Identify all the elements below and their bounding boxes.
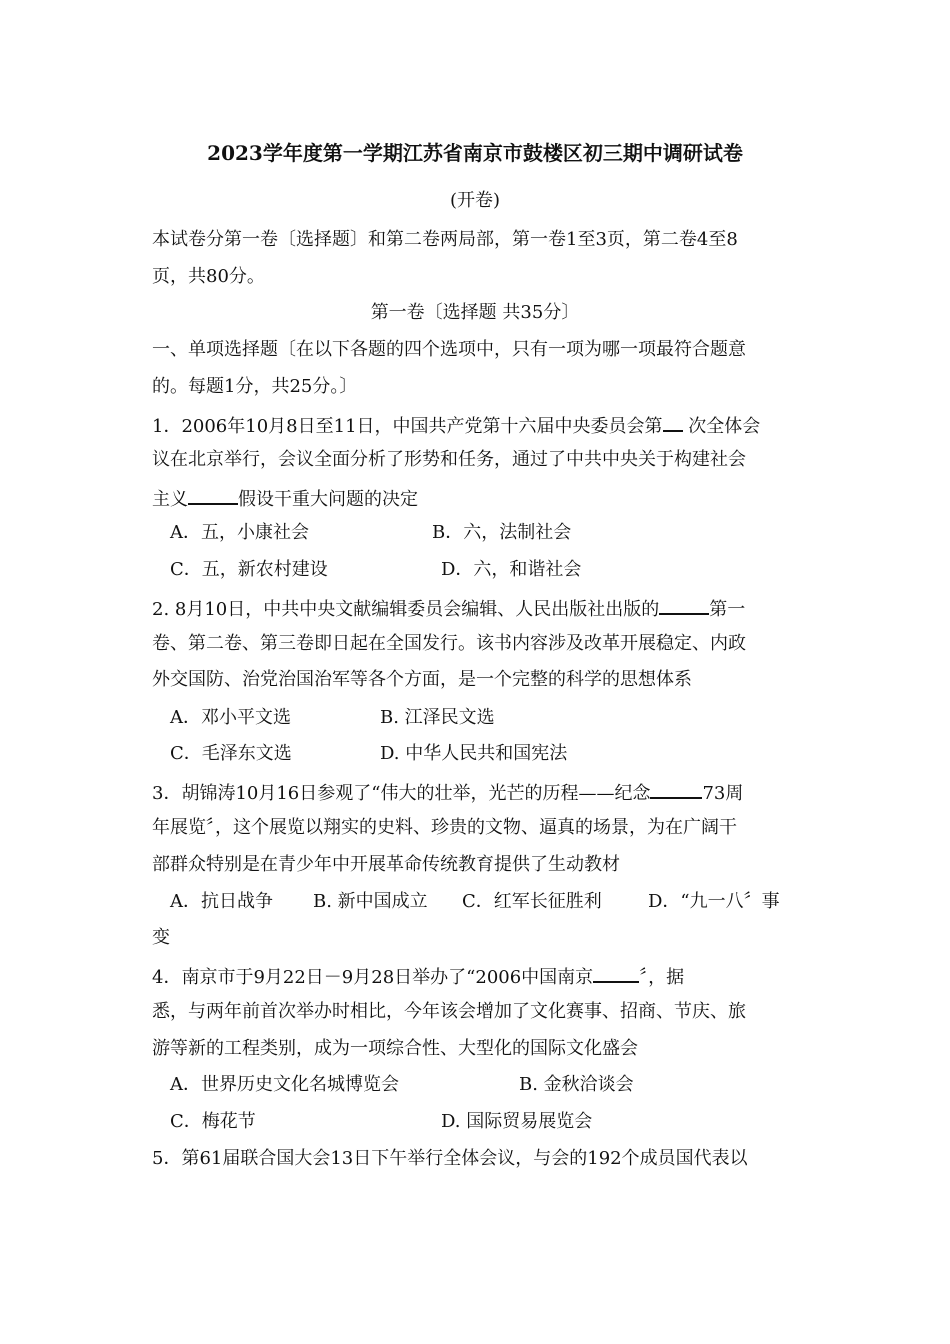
question-2-option-a: A．邓小平文选 [170,707,291,728]
question-1-option-c: C．五，新农村建设 [170,559,328,580]
question-2-option-b: B. 江泽民文选 [380,707,495,728]
question-3-line-2: 年展览〞，这个展览以翔实的史料、珍贵的文物、逼真的场景，为在广阔干 [152,817,737,838]
question-1-text-b: 次全体会 [682,416,761,437]
question-2-option-d: D. 中华人民共和国宪法 [380,743,568,764]
question-1-option-d: D．六，和谐社会 [441,559,582,580]
question-2-line-2: 卷、第二卷、第三卷即日起在全国发行。该书内容涉及改革开展稳定、内政 [152,633,746,654]
question-4-option-b: B. 金秋洽谈会 [519,1074,634,1095]
answer-blank [650,779,702,799]
question-4-option-a: A．世界历史文化名城博览会 [170,1074,399,1095]
question-4-text-a: 4．南京市于9月22日－9月28日举办了“2006中国南京 [152,967,594,988]
question-1-line-1 [0,412,950,439]
exam-subtitle: (开卷) [449,190,501,211]
question-1-option-b: B．六，法制社会 [432,522,572,543]
question-1-text-a: 1．2006年10月8日至11日，中国共产党第十六届中央委员会第 [152,416,663,437]
question-4-option-c: C．梅花节 [170,1111,256,1132]
exam-title: 2023学年度第一学期江苏省南京市鼓楼区初三期中调研试卷 [207,141,743,165]
answer-blank [188,485,238,505]
question-1-line-2: 议在北京举行，会议全面分析了形势和任务，通过了中共中央关于构建社会 [152,449,746,470]
question-1-option-a: A．五，小康社会 [170,522,309,543]
question-2-line-1 [0,595,950,622]
question-5-line-1: 5．第61届联合国大会13日下午举行全体会议，与会的192个成员国代表以 [152,1148,748,1169]
question-3-option-b: B. 新中国成立 [313,891,428,912]
question-1-line-3 [0,485,950,512]
question-4-line-1 [0,963,950,990]
question-2-option-c: C．毛泽东文选 [170,743,292,764]
question-1-text-d: 假设干重大问题的决定 [238,489,418,510]
section-title: 第一卷〔选择题 共35分〕 [370,302,580,323]
answer-blank [663,412,683,432]
answer-blank [659,595,709,615]
question-3-line-1 [0,779,950,806]
question-2-line-3: 外交国防、治党治国治军等各个方面，是一个完整的科学的思想体系 [152,669,692,690]
question-2-text-b: 第一 [709,599,746,620]
question-3-option-d: D．“九一八〞事 [648,891,780,912]
intro-line-2: 页，共80分。 [152,266,265,287]
question-3-option-c: C．红军长征胜利 [462,891,602,912]
question-3-option-d-continued: 变 [152,927,170,948]
question-2-text-a: 2. 8月10日，中共中央文献编辑委员会编辑、人民出版社出版的 [152,599,660,620]
question-4-line-2: 悉，与两年前首次举办时相比，今年该会增加了文化赛事、招商、节庆、旅 [152,1001,746,1022]
question-3-text-b: 73周 [702,783,744,804]
instruction-line-2: 的。每题1分，共25分。〕 [152,376,358,397]
intro-line-1: 本试卷分第一卷〔选择题〕和第二卷两局部，第一卷1至3页，第二卷4至8 [152,229,738,250]
question-3-line-3: 部群众特别是在青少年中开展革命传统教育提供了生动教材 [152,854,620,875]
answer-blank [593,963,639,983]
question-3-option-a: A．抗日战争 [170,891,273,912]
question-4-option-d: D. 国际贸易展览会 [441,1111,593,1132]
question-4-text-b: 〞，据 [639,967,685,988]
question-1-text-c: 主义 [152,489,188,510]
instruction-line-1: 一、单项选择题〔在以下各题的四个选项中，只有一项为哪一项最符合题意 [152,339,746,360]
question-3-text-a: 3．胡锦涛10月16日参观了“伟大的壮举，光芒的历程——纪念 [152,783,651,804]
question-4-line-3: 游等新的工程类别，成为一项综合性、大型化的国际文化盛会 [152,1038,638,1059]
